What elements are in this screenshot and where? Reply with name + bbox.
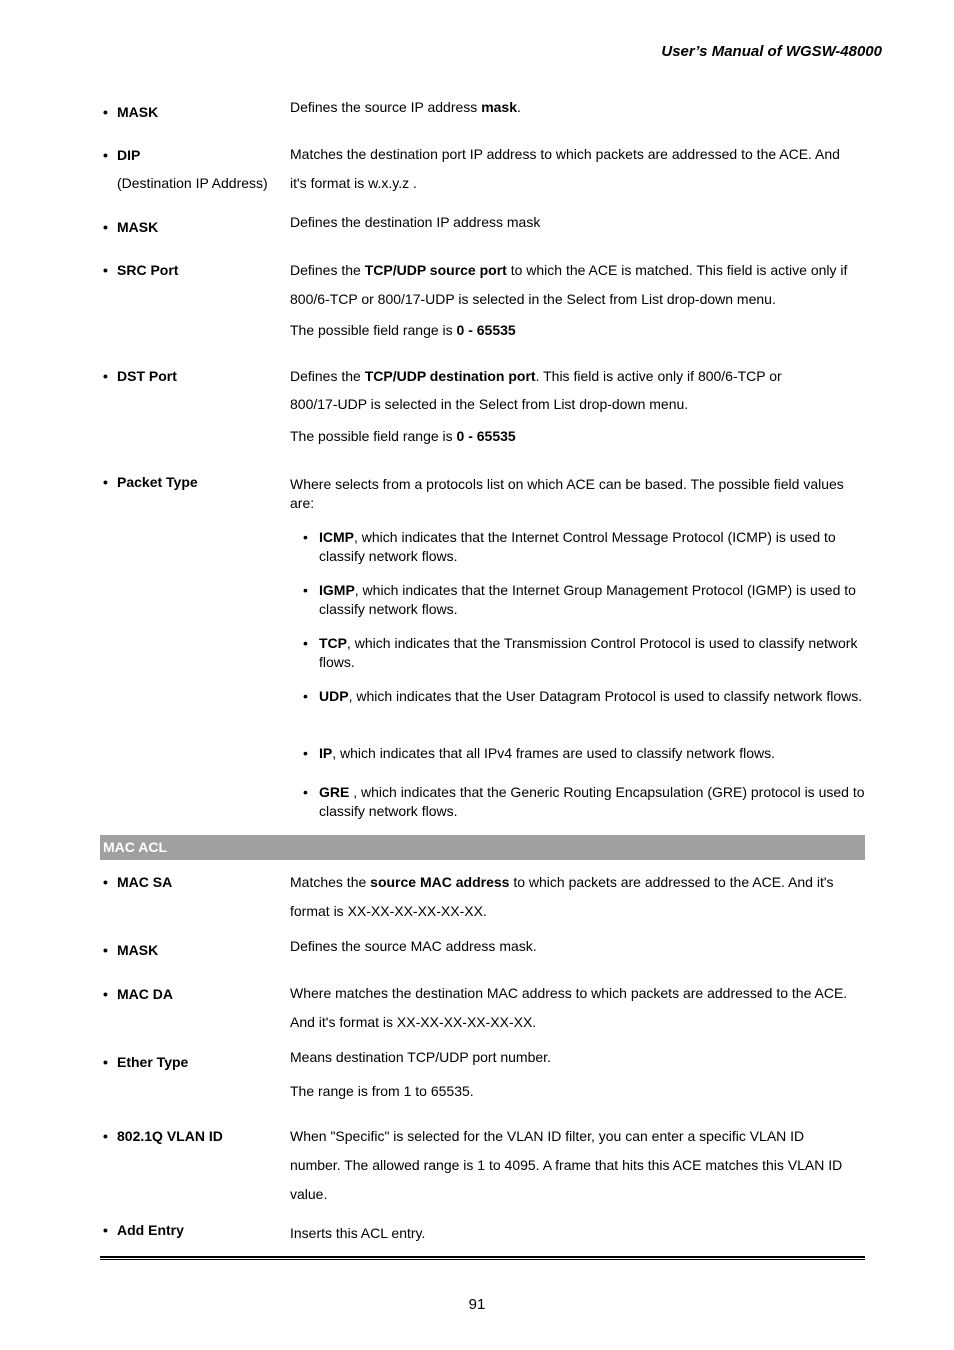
desc-add-entry: Inserts this ACL entry. bbox=[290, 1225, 426, 1241]
term-dst-port: • DST Port bbox=[103, 368, 177, 384]
desc-vlan-id-2: number. The allowed range is 1 to 4095. A frame that hits this ACE matches this VLAN ID bbox=[290, 1157, 843, 1173]
desc-src-port-2: 800/6-TCP or 800/17-UDP is selected in the Select from List drop-down menu. bbox=[290, 291, 776, 307]
page-number: 91 bbox=[468, 1296, 486, 1313]
term-mask-dest: • MASK bbox=[103, 219, 159, 235]
term-mac-da: • MAC DA bbox=[103, 986, 173, 1002]
term-mask-source: • MASK bbox=[103, 104, 159, 120]
packet-type-item-udp: • UDP, which indicates that the User Datagram Protocol is used to classify network flows. bbox=[303, 688, 863, 704]
desc-dst-port-2: 800/17-UDP is selected in the Select from List drop-down menu. bbox=[290, 396, 689, 412]
desc-vlan-id-1: When "Specific" is selected for the VLAN ID filter, you can enter a specific VLAN ID bbox=[290, 1128, 805, 1144]
desc-mac-sa-1: Matches the source MAC address to which packets are addressed to the ACE. And it's bbox=[290, 874, 834, 890]
desc-mask-source: Defines the source IP address mask. bbox=[290, 99, 521, 115]
packet-type-item-icmp: • ICMP, which indicates that the Internet Control Message Protocol (ICMP) is used to classify network flows. bbox=[303, 529, 836, 564]
term-ether-type: • Ether Type bbox=[103, 1054, 189, 1070]
desc-packet-type: Where selects from a protocols list on which ACE can be based. The possible field values are: bbox=[290, 476, 844, 511]
desc-mac-da-2: And it's format is XX-XX-XX-XX-XX-XX. bbox=[290, 1014, 537, 1030]
bullet: • bbox=[103, 104, 108, 120]
desc-mac-da-1: Where matches the destination MAC address to which packets are addressed to the ACE. bbox=[290, 985, 848, 1001]
term-mask-mac: • MASK bbox=[103, 942, 159, 958]
desc-dst-port-1: Defines the TCP/UDP destination port. This field is active only if 800/6-TCP or bbox=[290, 368, 782, 384]
page-header: User’s Manual of WGSW-48000 bbox=[661, 43, 882, 60]
packet-type-item-gre: • GRE , which indicates that the Generic Routing Encapsulation (GRE) protocol is used to classify network flows. bbox=[303, 784, 865, 819]
packet-type-item-ip: • IP, which indicates that all IPv4 frames are used to classify network flows. bbox=[303, 745, 775, 761]
term-mac-sa: • MAC SA bbox=[103, 874, 173, 890]
desc-dip-2: it's format is w.x.y.z . bbox=[290, 175, 417, 191]
desc-mac-sa-2: format is XX-XX-XX-XX-XX-XX. bbox=[290, 903, 487, 919]
term-dip: • DIP bbox=[103, 147, 141, 163]
desc-dst-port-3: The possible field range is 0 - 65535 bbox=[290, 428, 516, 444]
term-dip-sub: (Destination IP Address) bbox=[117, 175, 268, 191]
desc-mask-mac: Defines the source MAC address mask. bbox=[290, 938, 537, 954]
desc-ether-type-2: The range is from 1 to 65535. bbox=[290, 1083, 474, 1099]
footer-rule-thin bbox=[100, 1259, 865, 1260]
desc-mask-dest: Defines the destination IP address mask bbox=[290, 214, 541, 230]
term-add-entry: • Add Entry bbox=[103, 1222, 184, 1238]
desc-dip-1: Matches the destination port IP address to which packets are addressed to the ACE. And bbox=[290, 146, 840, 162]
term-src-port: • SRC Port bbox=[103, 262, 179, 278]
footer-rule-thick bbox=[100, 1256, 865, 1258]
desc-src-port-3: The possible field range is 0 - 65535 bbox=[290, 322, 516, 338]
term-vlan-id: • 802.1Q VLAN ID bbox=[103, 1128, 223, 1144]
packet-type-item-tcp: • TCP, which indicates that the Transmission Control Protocol is used to classify network flows. bbox=[303, 635, 858, 670]
desc-vlan-id-3: value. bbox=[290, 1186, 328, 1202]
term-packet-type: • Packet Type bbox=[103, 474, 198, 490]
section-header-mac-acl: MAC ACL bbox=[100, 835, 865, 860]
desc-ether-type-1: Means destination TCP/UDP port number. bbox=[290, 1049, 551, 1065]
desc-src-port-1: Defines the TCP/UDP source port to which the ACE is matched. This field is active only if bbox=[290, 262, 848, 278]
packet-type-item-igmp: • IGMP, which indicates that the Internet Group Management Protocol (IGMP) is used to classify network flows. bbox=[303, 582, 856, 617]
